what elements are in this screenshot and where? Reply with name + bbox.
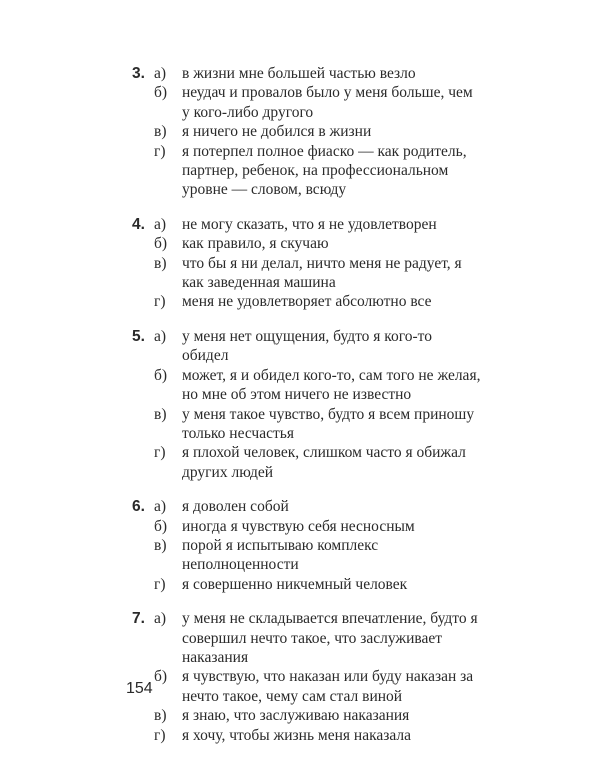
option-letter: г) bbox=[154, 293, 166, 311]
option-letter: в) bbox=[154, 123, 167, 141]
option-text: у меня нет ощущения, будто я кого-то обидел bbox=[182, 327, 433, 365]
option-text: что бы я ни делал, ничто меня не радует, я как заведенная машина bbox=[182, 254, 462, 292]
answer-option bbox=[132, 405, 482, 444]
answer-option bbox=[132, 83, 482, 122]
option-text: я потерпел полное фиаско — как родитель, партнер, ребенок, на профессиональном уровне — словом, всюду bbox=[182, 142, 467, 199]
option-letter: г) bbox=[154, 142, 166, 160]
answer-option bbox=[132, 609, 482, 667]
option-text: я доволен собой bbox=[182, 498, 289, 516]
option-text: я чувствую, что наказан или буду наказан за нечто такое, чему сам стал виной bbox=[182, 668, 474, 705]
option-letter: б) bbox=[154, 517, 168, 535]
option-letter: б) bbox=[154, 84, 168, 102]
option-text: я совершенно никчемный человек bbox=[182, 575, 408, 593]
answer-option bbox=[132, 254, 482, 293]
option-letter: г) bbox=[154, 444, 166, 462]
option-letter: г) bbox=[154, 575, 166, 593]
question bbox=[132, 64, 482, 200]
answer-option bbox=[132, 292, 482, 311]
option-text: я плохой человек, слишком часто я обижал других людей bbox=[182, 444, 466, 481]
option-text: не могу сказать, что я не удовлетворен bbox=[182, 215, 437, 233]
answer-option bbox=[132, 366, 482, 405]
option-text: я ничего не добился в жизни bbox=[182, 123, 372, 141]
option-text: меня не удовлетворяет абсолютно все bbox=[182, 293, 432, 311]
answer-option bbox=[132, 517, 482, 536]
question bbox=[132, 215, 482, 312]
page-number: 154 bbox=[126, 680, 153, 697]
option-text: иногда я чувствую себя несносным bbox=[182, 517, 415, 535]
question bbox=[132, 497, 482, 594]
option-letter: г) bbox=[154, 726, 166, 744]
option-letter: а) bbox=[154, 215, 167, 233]
answer-option bbox=[132, 142, 482, 200]
option-letter: в) bbox=[154, 254, 167, 272]
option-text: может, я и обидел кого-то, сам того не желая, но мне об этом ничего не известно bbox=[182, 366, 481, 404]
question-number: 4. bbox=[132, 215, 145, 233]
answer-option bbox=[132, 122, 482, 141]
option-text: у меня не складывается впечатление, будто я совершил нечто такое, что заслуживает наказания bbox=[182, 610, 478, 666]
option-letter: а) bbox=[154, 610, 167, 628]
answer-option bbox=[132, 215, 482, 234]
questionnaire bbox=[132, 64, 482, 760]
option-text: я хочу, чтобы жизнь меня наказала bbox=[182, 726, 412, 744]
option-letter: а) bbox=[154, 498, 167, 516]
question-number: 7. bbox=[132, 610, 145, 628]
answer-option bbox=[132, 234, 482, 253]
option-text: у меня такое чувство, будто я всем приношу только несчастья bbox=[182, 405, 475, 442]
option-text: неудач и провалов было у меня больше, чем у кого-либо другого bbox=[182, 84, 473, 121]
answer-option bbox=[132, 726, 482, 745]
option-letter: б) bbox=[154, 668, 168, 686]
answer-option bbox=[132, 497, 482, 516]
option-letter: в) bbox=[154, 536, 167, 554]
question-number: 5. bbox=[132, 327, 145, 345]
answer-option bbox=[132, 327, 482, 366]
option-letter: а) bbox=[154, 327, 167, 345]
option-letter: б) bbox=[154, 235, 168, 253]
question-number: 6. bbox=[132, 498, 145, 516]
option-letter: а) bbox=[154, 65, 167, 82]
option-letter: б) bbox=[154, 366, 168, 384]
answer-option bbox=[132, 536, 482, 575]
option-text: в жизни мне большей частью везло bbox=[182, 65, 416, 82]
answer-option bbox=[132, 667, 482, 706]
answer-option bbox=[132, 706, 482, 725]
option-letter: в) bbox=[154, 707, 167, 725]
question bbox=[132, 609, 482, 745]
option-letter: в) bbox=[154, 405, 167, 423]
option-text: как правило, я скучаю bbox=[182, 235, 329, 253]
answer-option bbox=[132, 575, 482, 594]
question bbox=[132, 327, 482, 482]
option-text: порой я испытываю комплекс неполноценности bbox=[182, 536, 379, 574]
answer-option bbox=[132, 64, 482, 83]
question-number: 3. bbox=[132, 65, 145, 82]
option-text: я знаю, что заслуживаю наказания bbox=[182, 707, 410, 725]
answer-option bbox=[132, 443, 482, 482]
